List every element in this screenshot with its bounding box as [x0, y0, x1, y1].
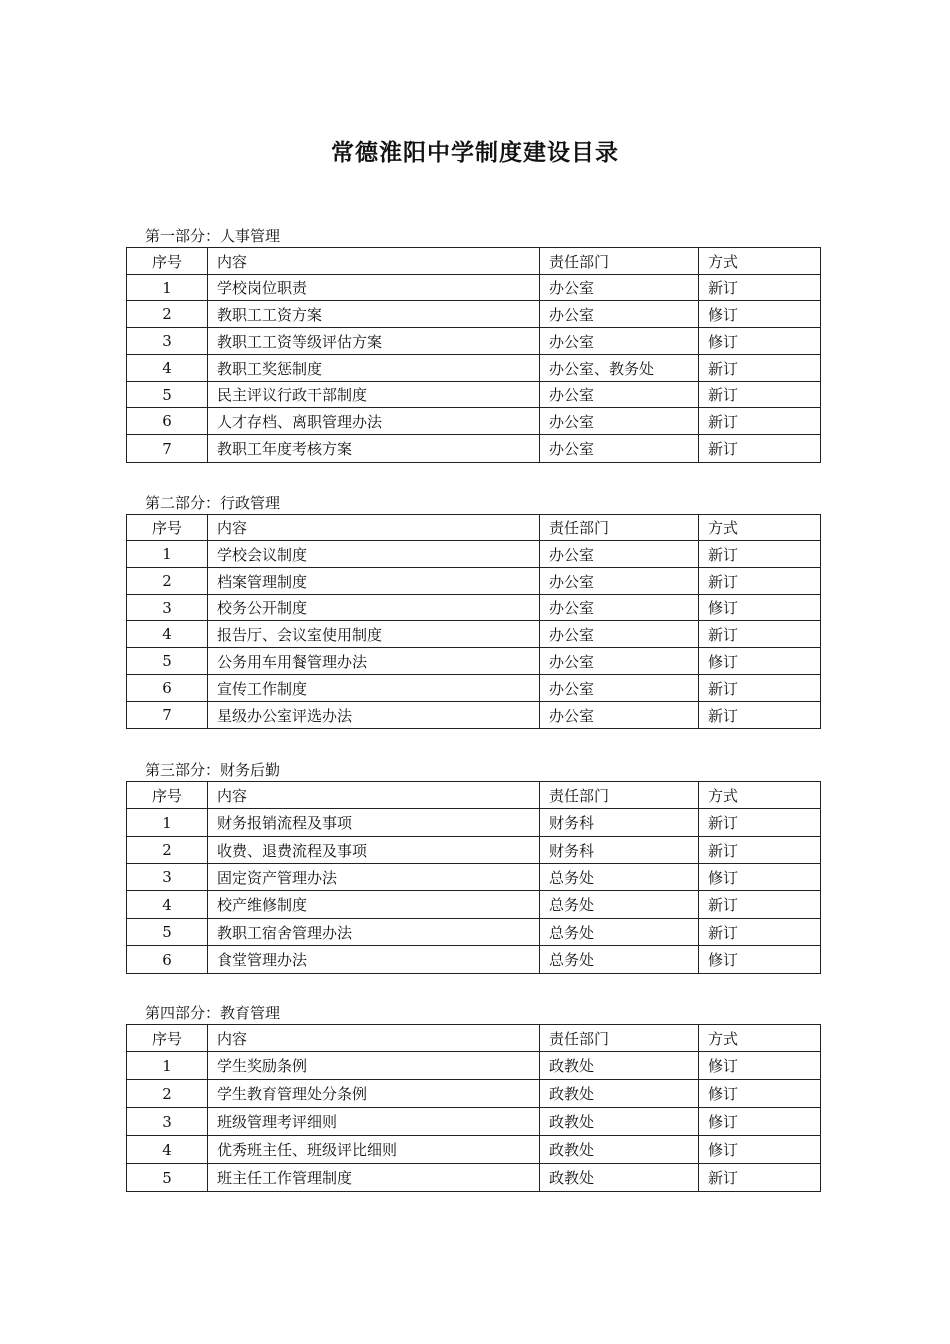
cell-method: 新订 [699, 435, 821, 463]
column-header-method: 方式 [699, 1025, 821, 1052]
cell-department: 办公室 [540, 435, 699, 463]
cell-department: 总务处 [540, 919, 699, 946]
column-header-department: 责任部门 [540, 1025, 699, 1052]
cell-department: 办公室 [540, 408, 699, 435]
cell-method: 修订 [699, 328, 821, 355]
cell-content: 优秀班主任、班级评比细则 [208, 1136, 540, 1164]
column-header-method: 方式 [699, 782, 821, 809]
cell-method: 新订 [699, 408, 821, 435]
cell-index: 4 [127, 621, 208, 648]
cell-department: 办公室 [540, 675, 699, 702]
cell-content: 教职工工资等级评估方案 [208, 328, 540, 355]
table-header-row [127, 782, 821, 809]
cell-department: 办公室、教务处 [540, 355, 699, 382]
cell-department: 办公室 [540, 382, 699, 408]
cell-content: 人才存档、离职管理办法 [208, 408, 540, 435]
cell-method: 新订 [699, 621, 821, 648]
cell-department: 政教处 [540, 1052, 699, 1080]
cell-index: 3 [127, 1108, 208, 1136]
cell-method: 修订 [699, 1052, 821, 1080]
cell-index: 6 [127, 408, 208, 435]
cell-index: 2 [127, 301, 208, 328]
cell-department: 办公室 [540, 328, 699, 355]
section-personnel [126, 225, 820, 463]
cell-content: 收费、退费流程及事项 [208, 837, 540, 864]
column-header-content: 内容 [208, 248, 540, 275]
table-row [127, 809, 821, 837]
cell-department: 办公室 [540, 595, 699, 621]
cell-method: 修订 [699, 1136, 821, 1164]
column-header-method: 方式 [699, 515, 821, 541]
cell-index: 6 [127, 946, 208, 974]
cell-content: 班主任工作管理制度 [208, 1164, 540, 1192]
directory-table [126, 781, 821, 974]
table-row [127, 864, 821, 891]
cell-content: 固定资产管理办法 [208, 864, 540, 891]
cell-index: 3 [127, 864, 208, 891]
table-row [127, 595, 821, 621]
cell-content: 报告厅、会议室使用制度 [208, 621, 540, 648]
table-row [127, 1080, 821, 1108]
table-row [127, 919, 821, 946]
cell-content: 教职工奖惩制度 [208, 355, 540, 382]
table-header-row [127, 1025, 821, 1052]
column-header-index: 序号 [127, 248, 208, 275]
cell-method: 新订 [699, 891, 821, 919]
table-row [127, 621, 821, 648]
cell-content: 食堂管理办法 [208, 946, 540, 974]
cell-index: 2 [127, 1080, 208, 1108]
column-header-index: 序号 [127, 782, 208, 809]
section-finance-logistics [126, 759, 820, 974]
cell-department: 政教处 [540, 1108, 699, 1136]
table-row [127, 275, 821, 301]
column-header-content: 内容 [208, 515, 540, 541]
section-administration [126, 492, 820, 729]
cell-content: 学校岗位职责 [208, 275, 540, 301]
cell-content: 教职工年度考核方案 [208, 435, 540, 463]
column-header-method: 方式 [699, 248, 821, 275]
cell-department: 财务科 [540, 809, 699, 837]
page-title: 常德淮阳中学制度建设目录 [331, 140, 619, 166]
cell-method: 新订 [699, 1164, 821, 1192]
cell-department: 办公室 [540, 702, 699, 729]
column-header-content: 内容 [208, 782, 540, 809]
column-header-department: 责任部门 [540, 248, 699, 275]
section-education [126, 1002, 820, 1192]
cell-method: 修订 [699, 1108, 821, 1136]
cell-department: 政教处 [540, 1164, 699, 1192]
cell-department: 总务处 [540, 864, 699, 891]
cell-content: 宣传工作制度 [208, 675, 540, 702]
cell-index: 3 [127, 328, 208, 355]
cell-method: 新订 [699, 355, 821, 382]
cell-method: 新订 [699, 919, 821, 946]
cell-content: 校务公开制度 [208, 595, 540, 621]
cell-content: 公务用车用餐管理办法 [208, 648, 540, 675]
cell-department: 总务处 [540, 946, 699, 974]
table-row [127, 568, 821, 595]
cell-index: 4 [127, 891, 208, 919]
cell-department: 办公室 [540, 568, 699, 595]
cell-content: 学校会议制度 [208, 541, 540, 568]
cell-index: 5 [127, 648, 208, 675]
cell-department: 办公室 [540, 275, 699, 301]
section-label: 第四部分：教育管理 [145, 1004, 281, 1022]
cell-method: 新订 [699, 275, 821, 301]
directory-table [126, 514, 821, 729]
cell-index: 5 [127, 919, 208, 946]
cell-department: 总务处 [540, 891, 699, 919]
cell-method: 修订 [699, 301, 821, 328]
cell-method: 新订 [699, 809, 821, 837]
cell-method: 修订 [699, 648, 821, 675]
cell-method: 修订 [699, 1080, 821, 1108]
table-row [127, 1052, 821, 1080]
cell-department: 办公室 [540, 301, 699, 328]
cell-method: 新订 [699, 382, 821, 408]
cell-department: 办公室 [540, 541, 699, 568]
cell-method: 新订 [699, 568, 821, 595]
section-label: 第三部分：财务后勤 [145, 761, 281, 779]
cell-method: 修订 [699, 595, 821, 621]
cell-index: 1 [127, 809, 208, 837]
cell-department: 政教处 [540, 1080, 699, 1108]
cell-index: 7 [127, 702, 208, 729]
cell-content: 教职工工资方案 [208, 301, 540, 328]
table-row [127, 301, 821, 328]
cell-method: 新订 [699, 541, 821, 568]
cell-content: 星级办公室评选办法 [208, 702, 540, 729]
cell-method: 新订 [699, 702, 821, 729]
table-row [127, 891, 821, 919]
table-row [127, 328, 821, 355]
cell-content: 教职工宿舍管理办法 [208, 919, 540, 946]
cell-method: 修订 [699, 864, 821, 891]
cell-index: 2 [127, 837, 208, 864]
table-row [127, 382, 821, 408]
cell-content: 财务报销流程及事项 [208, 809, 540, 837]
cell-department: 政教处 [540, 1136, 699, 1164]
cell-index: 4 [127, 355, 208, 382]
column-header-department: 责任部门 [540, 782, 699, 809]
cell-method: 修订 [699, 946, 821, 974]
table-row [127, 648, 821, 675]
cell-index: 2 [127, 568, 208, 595]
cell-index: 7 [127, 435, 208, 463]
cell-department: 财务科 [540, 837, 699, 864]
cell-content: 档案管理制度 [208, 568, 540, 595]
cell-method: 新订 [699, 675, 821, 702]
cell-content: 学生教育管理处分条例 [208, 1080, 540, 1108]
section-label: 第二部分：行政管理 [145, 494, 281, 512]
table-row [127, 702, 821, 729]
column-header-content: 内容 [208, 1025, 540, 1052]
table-row [127, 408, 821, 435]
column-header-index: 序号 [127, 1025, 208, 1052]
cell-index: 3 [127, 595, 208, 621]
table-row [127, 946, 821, 974]
table-row [127, 1164, 821, 1192]
column-header-department: 责任部门 [540, 515, 699, 541]
table-row [127, 675, 821, 702]
table-row [127, 541, 821, 568]
cell-index: 5 [127, 382, 208, 408]
cell-content: 班级管理考评细则 [208, 1108, 540, 1136]
cell-index: 5 [127, 1164, 208, 1192]
cell-department: 办公室 [540, 621, 699, 648]
table-row [127, 435, 821, 463]
table-row [127, 1108, 821, 1136]
table-row [127, 837, 821, 864]
directory-table [126, 247, 821, 463]
table-row [127, 1136, 821, 1164]
cell-index: 1 [127, 541, 208, 568]
cell-content: 校产维修制度 [208, 891, 540, 919]
column-header-index: 序号 [127, 515, 208, 541]
cell-index: 1 [127, 275, 208, 301]
cell-index: 4 [127, 1136, 208, 1164]
cell-method: 新订 [699, 837, 821, 864]
table-header-row [127, 248, 821, 275]
cell-index: 1 [127, 1052, 208, 1080]
directory-table [126, 1024, 821, 1192]
section-label: 第一部分：人事管理 [145, 227, 281, 245]
table-row [127, 355, 821, 382]
cell-department: 办公室 [540, 648, 699, 675]
table-header-row [127, 515, 821, 541]
cell-content: 民主评议行政干部制度 [208, 382, 540, 408]
cell-content: 学生奖励条例 [208, 1052, 540, 1080]
cell-index: 6 [127, 675, 208, 702]
